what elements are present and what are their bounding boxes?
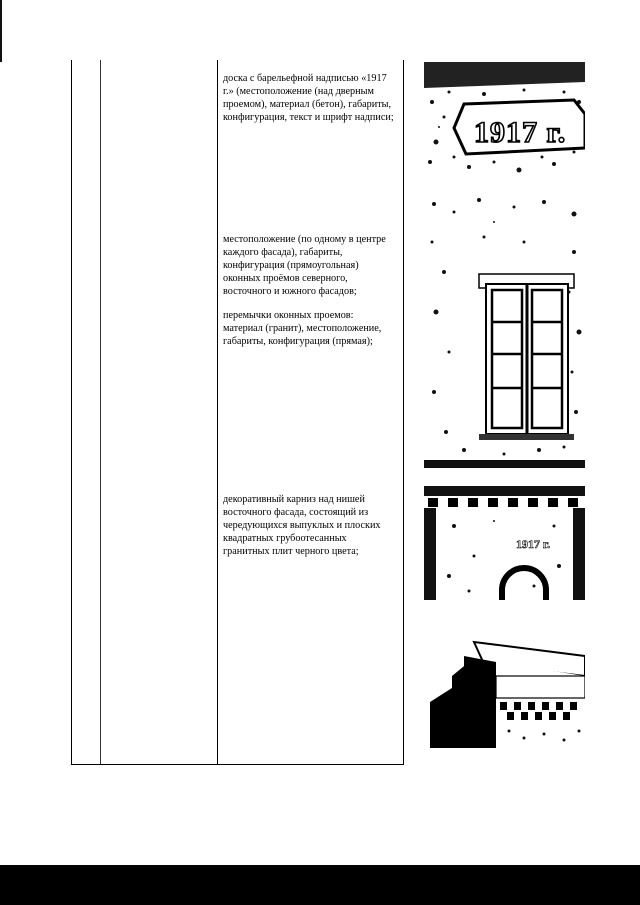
photo-window-opening: [424, 192, 585, 468]
inscription-text: 1917 г.: [516, 537, 551, 551]
table-border-bottom: [71, 764, 404, 765]
column-divider-2: [217, 60, 218, 765]
paragraph: местоположение (по одному в центре каждого фасада), габариты, конфигурация (прямоугольная) оконных проёмов северного, восточного и южного фасадов;: [223, 234, 386, 297]
feature-description-inscription-board: [223, 72, 395, 124]
table-border-left: [71, 60, 72, 765]
paragraph: перемычки оконных проемов: материал (гранит), местоположение, габариты, конфигурация (прямая);: [223, 310, 382, 347]
column-divider-3: [403, 60, 404, 765]
scan-bottom-band: [0, 865, 640, 905]
scan-edge-mark: [0, 0, 2, 62]
feature-description-cornice: [223, 493, 395, 558]
column-divider-1: [100, 60, 101, 765]
photo-inscription-board: [424, 62, 585, 176]
feature-description-windows: [223, 233, 395, 348]
paragraph: доска с барельефной надписью «1917 г.» (местоположение (над дверным проемом), материал (бетон), габариты, конфигурация, текст и шрифт надписи;: [223, 73, 394, 123]
photo-cornice-niche: [424, 486, 585, 600]
paragraph: декоративный карниз над нишей восточного фасада, состоящий из чередующихся выпуклых и плоских квадратных грубоотесанных гранитных плит черного цвета;: [223, 494, 381, 557]
inscription-text: 1917 г.: [474, 116, 567, 149]
photo-cornice-corner: [424, 636, 585, 748]
